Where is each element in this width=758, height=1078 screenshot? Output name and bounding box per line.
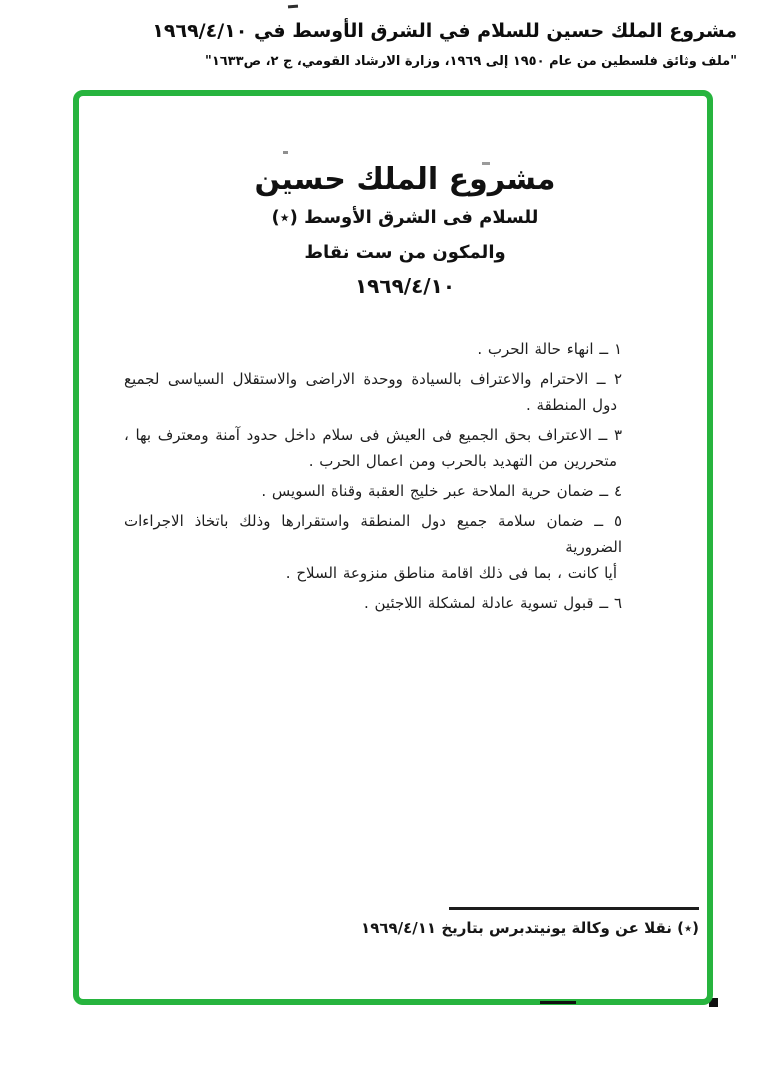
list-item [124, 478, 622, 504]
point-text: ٤ ــ ضمان حرية الملاحة عبر خليج العقبة وقناة السويس . [261, 482, 622, 500]
document-subtitle-2: والمكون من ست نقاط [304, 242, 506, 263]
points-list [124, 336, 622, 620]
list-item [124, 508, 622, 586]
footnote: (٭) نقلا عن وكالة يونيتدبرس بتاريخ ١٩٦٩/٤/١١ [361, 919, 699, 937]
list-item [124, 366, 622, 418]
point-text: ٥ ــ ضمان سلامة جميع دول المنطقة واستقرارها وذلك باتخاذ الاجراءات الضرورية [124, 512, 622, 556]
point-text: ٣ ــ الاعتراف بحق الجميع فى العيش فى سلام داخل حدود آمنة ومعترف بها ، [124, 426, 622, 444]
point-text: ٦ ــ قبول تسوية عادلة لمشكلة اللاجئين . [363, 594, 622, 612]
document-frame [73, 90, 713, 1005]
point-text: دول المنطقة . [526, 396, 617, 414]
header-title: مشروع الملك حسين للسلام في الشرق الأوسط في ١٩٦٩/٤/١٠ [152, 20, 737, 42]
point-text: أيا كانت ، بما فى ذلك اقامة مناطق منزوعة السلاح . [285, 564, 617, 582]
point-text: ٢ ــ الاحترام والاعتراف بالسيادة ووحدة الاراضى والاستقلال السياسى لجميع [124, 370, 622, 388]
document-subtitle: للسلام فى الشرق الأوسط (٭) [271, 207, 539, 228]
page-header [152, 16, 737, 69]
scan-artifact [283, 151, 288, 154]
document-title: مشروع الملك حسين [254, 162, 556, 197]
point-text: متحررين من التهديد بالحرب ومن اعمال الحرب . [308, 452, 617, 470]
scan-artifact [288, 5, 298, 9]
footnote-rule [449, 907, 699, 910]
list-item [124, 590, 622, 616]
point-text: ١ ــ انهاء حالة الحرب . [477, 340, 622, 358]
header-source-citation: "ملف وثائق فلسطين من عام ١٩٥٠ إلى ١٩٦٩، وزارة الارشاد القومي، ج ٢، ص١٦٣٣" [205, 54, 737, 69]
scan-artifact [540, 1001, 576, 1004]
list-item [124, 336, 622, 362]
document-title-block [103, 162, 707, 297]
document-date: ١٩٦٩/٤/١٠ [354, 274, 456, 298]
list-item [124, 422, 622, 474]
